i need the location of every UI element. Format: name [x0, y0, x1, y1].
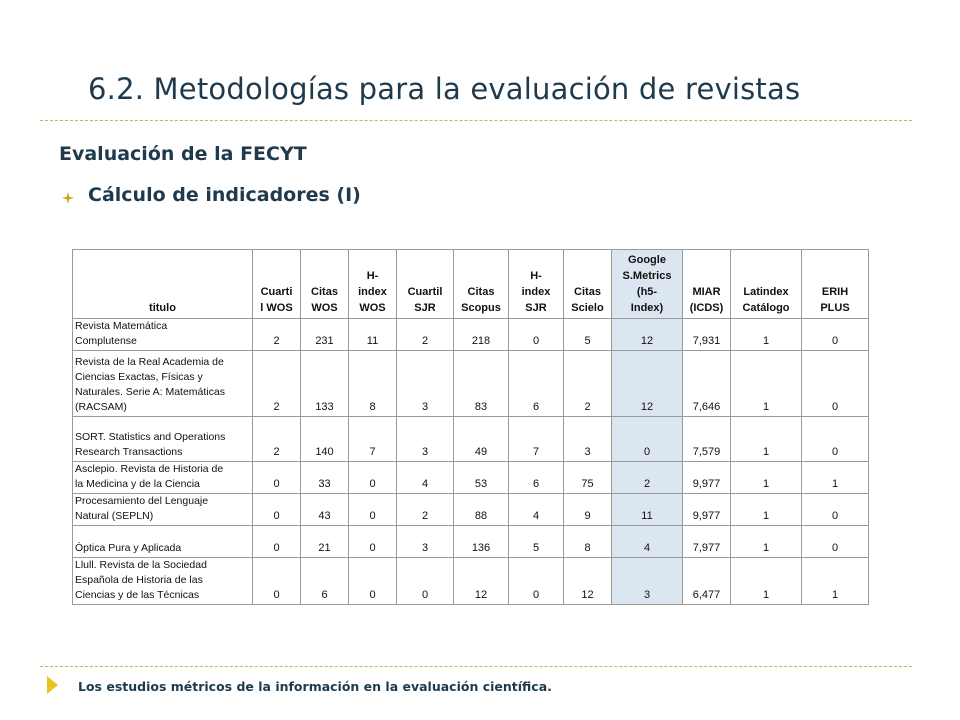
- value-cell: 1: [731, 319, 802, 351]
- slide-title: 6.2. Metodologías para la evaluación de revistas: [88, 72, 801, 106]
- table-row: [73, 494, 869, 526]
- value-cell: 231: [301, 319, 349, 351]
- journal-title-cell: [73, 319, 253, 351]
- value-cell: 2: [564, 351, 612, 417]
- header-line: (h5-: [636, 286, 658, 298]
- header-line: (ICDS): [689, 302, 724, 314]
- value-cell: 218: [454, 319, 509, 351]
- value-cell: 0: [253, 462, 301, 494]
- value-cell: 83: [454, 351, 509, 417]
- column-header: [564, 250, 612, 319]
- header-line: Cuartil: [407, 286, 443, 298]
- value-cell: 88: [454, 494, 509, 526]
- header-line: SJR: [414, 302, 436, 314]
- value-cell: 133: [301, 351, 349, 417]
- journal-title-line: (RACSAM): [75, 401, 127, 413]
- header-line: H-: [366, 270, 379, 282]
- value-cell: 9,977: [683, 494, 731, 526]
- table-body: [73, 319, 869, 605]
- journal-title-cell: [73, 417, 253, 462]
- value-cell: 75: [564, 462, 612, 494]
- value-cell: 1: [731, 462, 802, 494]
- header-line: ERIH: [821, 286, 849, 298]
- value-cell: 0: [802, 319, 869, 351]
- header-line: WOS: [311, 302, 338, 314]
- value-cell: 0: [253, 494, 301, 526]
- value-cell: 4: [397, 462, 454, 494]
- value-cell: 2: [253, 351, 301, 417]
- header-line: index: [358, 286, 387, 298]
- column-header: [683, 250, 731, 319]
- journal-title-line: Revista Matemática: [75, 320, 168, 332]
- value-cell: 0: [253, 558, 301, 605]
- column-header: [301, 250, 349, 319]
- column-header-titulo: [73, 250, 253, 319]
- journal-title-line: Procesamiento del Lenguaje: [75, 495, 209, 507]
- value-cell: 1: [802, 558, 869, 605]
- journal-title-cell: [73, 351, 253, 417]
- value-cell: 7,579: [683, 417, 731, 462]
- table-row: [73, 526, 869, 558]
- value-cell: 3: [397, 526, 454, 558]
- value-cell: 6: [301, 558, 349, 605]
- value-cell: 43: [301, 494, 349, 526]
- value-cell: 6,477: [683, 558, 731, 605]
- value-cell: 0: [802, 526, 869, 558]
- value-cell: 9,977: [683, 462, 731, 494]
- value-cell: 21: [301, 526, 349, 558]
- footer-divider: [40, 666, 912, 667]
- value-cell: 1: [731, 494, 802, 526]
- value-cell: 5: [564, 319, 612, 351]
- value-cell: 1: [731, 558, 802, 605]
- value-cell: 0: [397, 558, 454, 605]
- header-line: S.Metrics: [622, 270, 672, 282]
- value-cell: 2: [253, 417, 301, 462]
- column-header: [454, 250, 509, 319]
- value-cell: 8: [349, 351, 397, 417]
- table-row: [73, 351, 869, 417]
- journal-title-cell: [73, 526, 253, 558]
- header-line: Latindex: [743, 286, 789, 298]
- value-cell: 1: [802, 462, 869, 494]
- header-line: index: [521, 286, 551, 298]
- value-cell: 49: [454, 417, 509, 462]
- value-cell: 12: [454, 558, 509, 605]
- journal-title-line: Ciencias Exactas, Físicas y: [75, 371, 203, 383]
- value-cell: 0: [802, 351, 869, 417]
- value-cell: 6: [509, 351, 564, 417]
- journal-title-line: Asclepio. Revista de Historia de: [75, 463, 224, 475]
- journal-title-line: Óptica Pura y Aplicada: [75, 542, 182, 554]
- column-header: [802, 250, 869, 319]
- journal-title-line: Revista de la Real Academia de: [75, 356, 224, 368]
- header-line: MIAR: [692, 286, 721, 298]
- triangle-arrow-icon: [47, 676, 58, 694]
- value-cell: 0: [802, 417, 869, 462]
- table-row: [73, 417, 869, 462]
- value-cell: 3: [397, 351, 454, 417]
- header-line: Citas: [574, 286, 601, 298]
- value-cell: 0: [349, 494, 397, 526]
- value-cell: 11: [349, 319, 397, 351]
- value-cell: 7,931: [683, 319, 731, 351]
- journal-title-line: la Medicina y de la Ciencia: [75, 478, 200, 490]
- value-cell: 12: [612, 319, 683, 351]
- value-cell: 0: [802, 494, 869, 526]
- value-cell: 12: [612, 351, 683, 417]
- value-cell: 9: [564, 494, 612, 526]
- value-cell: 8: [564, 526, 612, 558]
- bullet-item: Cálculo de indicadores (I): [88, 184, 361, 206]
- value-cell: 0: [509, 558, 564, 605]
- value-cell: 0: [349, 462, 397, 494]
- column-header: [349, 250, 397, 319]
- table-row: [73, 558, 869, 605]
- value-cell: 12: [564, 558, 612, 605]
- value-cell: 2: [397, 494, 454, 526]
- header-line: Citas: [311, 286, 338, 298]
- value-cell: 1: [731, 417, 802, 462]
- column-header: [731, 250, 802, 319]
- header-line: titulo: [149, 302, 176, 314]
- header-line: SJR: [525, 302, 547, 314]
- journal-title-cell: [73, 462, 253, 494]
- journal-title-line: Natural (SEPLN): [75, 510, 154, 522]
- value-cell: 0: [612, 417, 683, 462]
- value-cell: 1: [731, 351, 802, 417]
- header-line: l WOS: [260, 302, 293, 314]
- journal-title-cell: [73, 558, 253, 605]
- value-cell: 2: [612, 462, 683, 494]
- value-cell: 3: [564, 417, 612, 462]
- header-line: Scielo: [571, 302, 604, 314]
- value-cell: 1: [731, 526, 802, 558]
- four-point-star-icon: [62, 192, 74, 204]
- table-row: [73, 462, 869, 494]
- value-cell: 2: [253, 319, 301, 351]
- value-cell: 136: [454, 526, 509, 558]
- journal-title-line: Complutense: [75, 335, 137, 347]
- header-line: Catálogo: [742, 302, 790, 314]
- header-line: Google: [628, 254, 666, 266]
- title-divider: [40, 120, 912, 121]
- column-header: [253, 250, 301, 319]
- value-cell: 4: [509, 494, 564, 526]
- column-header: [612, 250, 683, 319]
- value-cell: 11: [612, 494, 683, 526]
- table-row: [73, 319, 869, 351]
- value-cell: 33: [301, 462, 349, 494]
- value-cell: 140: [301, 417, 349, 462]
- column-header: [397, 250, 454, 319]
- journal-title-line: Española de Historia de las: [75, 574, 203, 586]
- value-cell: 4: [612, 526, 683, 558]
- value-cell: 2: [397, 319, 454, 351]
- header-line: WOS: [359, 302, 386, 314]
- value-cell: 0: [349, 558, 397, 605]
- value-cell: 0: [509, 319, 564, 351]
- footer-text: Los estudios métricos de la información en la evaluación científica.: [78, 679, 552, 694]
- header-line: Citas: [467, 286, 495, 298]
- header-line: Scopus: [461, 302, 501, 314]
- value-cell: 3: [397, 417, 454, 462]
- section-subtitle: Evaluación de la FECYT: [59, 143, 307, 165]
- journal-title-line: Naturales. Serie A: Matemáticas: [75, 386, 225, 398]
- journal-title-line: Ciencias y de las Técnicas: [75, 589, 200, 601]
- value-cell: 7: [349, 417, 397, 462]
- value-cell: 7,646: [683, 351, 731, 417]
- table-header-row: [73, 250, 869, 319]
- header-line: Index): [630, 302, 664, 314]
- journal-title-line: SORT. Statistics and Operations: [75, 431, 226, 443]
- column-header: [509, 250, 564, 319]
- value-cell: 53: [454, 462, 509, 494]
- value-cell: 7,977: [683, 526, 731, 558]
- value-cell: 6: [509, 462, 564, 494]
- value-cell: 5: [509, 526, 564, 558]
- indicators-table: [72, 249, 869, 605]
- value-cell: 3: [612, 558, 683, 605]
- header-line: H-: [530, 270, 542, 282]
- header-line: Cuarti: [260, 286, 293, 298]
- value-cell: 7: [509, 417, 564, 462]
- header-line: PLUS: [820, 302, 850, 314]
- journal-title-line: Llull. Revista de la Sociedad: [75, 559, 207, 571]
- journal-title-cell: [73, 494, 253, 526]
- value-cell: 0: [349, 526, 397, 558]
- value-cell: 0: [253, 526, 301, 558]
- journal-title-line: Research Transactions: [75, 446, 183, 458]
